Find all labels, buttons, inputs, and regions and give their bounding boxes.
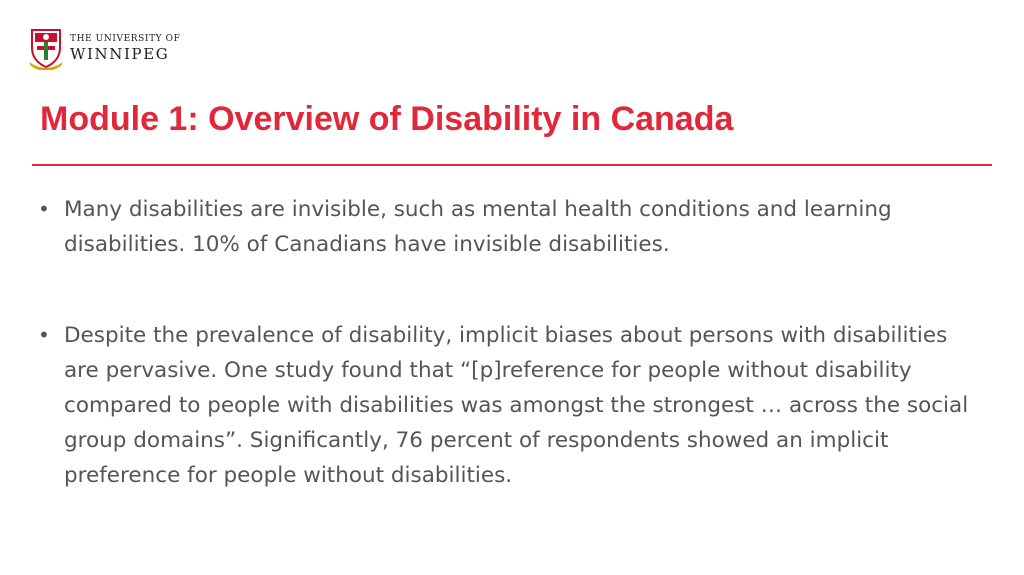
- bullet-list: [38, 192, 978, 493]
- bullet-item-invisible-disabilities: [38, 192, 978, 262]
- slide-title: Module 1: Overview of Disability in Canada: [40, 100, 734, 138]
- university-logo: [28, 26, 181, 70]
- logo-line-winnipeg: WINNIPEG: [70, 44, 170, 63]
- bullet-item-implicit-biases: [38, 318, 978, 493]
- bullet-dot-icon: •: [38, 197, 50, 221]
- bullet-text: Despite the prevalence of disability, implicit biases about persons with disabilities are pervasive. One study found that “[p]reference for people without disability compared to people with disabilities was amongst the strongest … across the social group domains”. Significantly, 76 percent of respondents showed an implicit preference for people without disabilities.: [64, 323, 969, 488]
- bullet-dot-icon: •: [38, 323, 50, 347]
- crest-icon: [28, 26, 64, 70]
- logo-line-university-of: THE UNIVERSITY OF: [70, 33, 181, 44]
- title-divider: [32, 164, 992, 166]
- bullet-text: Many disabilities are invisible, such as mental health conditions and learning disabilities. 10% of Canadians have invisible disabilities.: [64, 197, 892, 257]
